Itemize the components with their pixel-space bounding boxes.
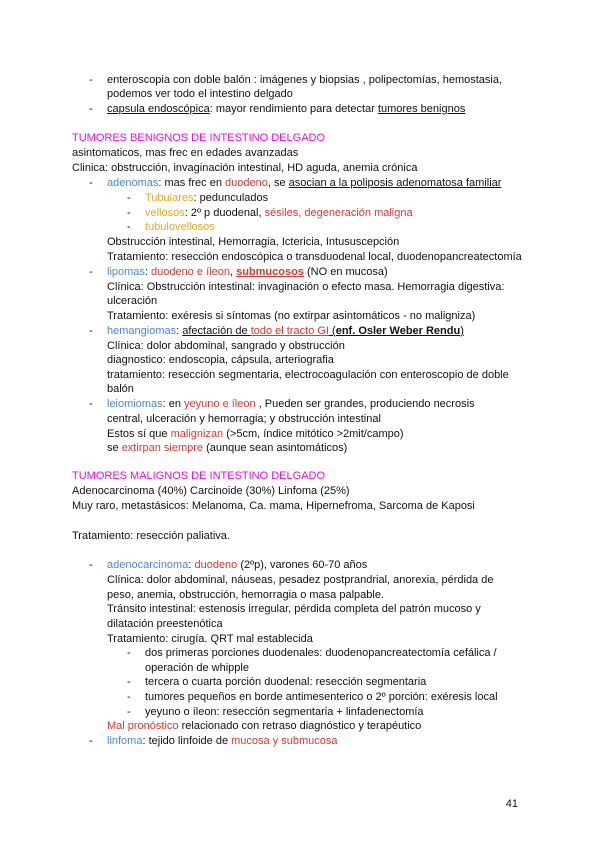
highlight-red: sésiles, degeneración maligna xyxy=(264,207,413,219)
bullet-dash: - xyxy=(127,192,131,204)
highlight-red: malignizan xyxy=(170,428,224,440)
text-line: Tratamiento: resección endoscópica o transduodenal local, duodenopancreatectomía xyxy=(107,251,522,263)
text-fragment: (NO en mucosa) xyxy=(303,266,388,278)
term-adenomas: adenomas xyxy=(107,177,159,189)
text-line: tratamiento: resección segmentaria, electrocoagulación con enteroscopio de doble xyxy=(107,369,509,381)
term-tubulares: Tubulares xyxy=(145,192,194,204)
text-fragment: relacionado con retraso diagnóstico y terapéutico xyxy=(178,720,422,732)
text-line: operación de whipple xyxy=(145,662,249,674)
highlight-red-bold: submucosos xyxy=(236,266,304,278)
text-fragment: (2ºp), varones 60-70 años xyxy=(237,559,368,571)
text-line xyxy=(107,558,367,572)
highlight-red: extirpan siempre xyxy=(121,442,204,454)
bullet-dash: - xyxy=(89,735,93,747)
text-fragment: : xyxy=(144,266,152,278)
highlight-red: duodeno xyxy=(225,177,268,189)
text-line: central, ulceración y hemorragia; y obstrucción intestinal xyxy=(107,413,381,425)
bullet-dash: - xyxy=(89,177,93,189)
text-line: dilatación preestenótica xyxy=(107,618,223,630)
text-line: peso, anemia, obstrucción, hemorragia o masa palpable. xyxy=(107,589,384,601)
highlight-red: Mal pronóstico xyxy=(107,720,179,732)
text-line: dos primeras porciones duodenales: duodenopancreatectomía cefálica / xyxy=(145,647,497,659)
text-fragment: , Pueden ser grandes, produciendo necrosis xyxy=(255,398,475,410)
bullet-dash: - xyxy=(89,325,93,337)
term-vellosos: vellosos xyxy=(145,207,185,219)
bullet-dash: - xyxy=(89,398,93,410)
text-fragment: : pedunculados xyxy=(193,192,269,204)
text-line: Tránsito intestinal: estenosis irregular, pérdida completa del patrón mucoso y xyxy=(107,603,481,615)
highlight-red: mucosa y submucosa xyxy=(231,735,338,747)
section-title-malign: TUMORES MALIGNOS DE INTESTINO DELGADO xyxy=(72,470,326,482)
text-line xyxy=(107,441,347,455)
text-fragment: (aunque sean asintomáticos) xyxy=(203,442,348,454)
term-leiomiomas: leiomiomas xyxy=(107,398,163,410)
text-line: yeyuno o íleon: resección segmentaria + linfadenectomía xyxy=(145,706,424,718)
text-fragment: : tejido linfoide de xyxy=(142,735,232,747)
text-fragment: , xyxy=(229,266,237,278)
bullet-dash: - xyxy=(89,103,93,115)
underlined-term: ) xyxy=(460,325,464,337)
text-line: diagnostico: endoscopia, cápsula, arteriografia xyxy=(107,354,334,366)
text-line xyxy=(145,191,268,205)
text-line: tercera o cuarta porción duodenal: resección segmentaria xyxy=(145,676,427,688)
text-line: podemos ver todo el intestino delgado xyxy=(107,88,293,100)
text-fragment: : xyxy=(176,325,183,337)
text-line xyxy=(107,176,501,190)
text-line xyxy=(107,719,421,733)
bullet-dash: - xyxy=(127,676,131,688)
bullet-dash: - xyxy=(127,221,131,233)
highlight-red: todo el tracto GI xyxy=(250,325,329,337)
text-fragment: : xyxy=(188,559,195,571)
underlined-term: capsula endoscópica xyxy=(107,103,210,115)
text-line: Tratamiento: exéresis si síntomas (no extirpar asintomáticos - no maligniza) xyxy=(107,310,476,322)
text-fragment: : 2º p duodenal, xyxy=(184,207,265,219)
bullet-dash: - xyxy=(127,207,131,219)
bullet-dash: - xyxy=(89,559,93,571)
text-fragment: : mayor rendimiento para detectar xyxy=(209,103,378,115)
text-fragment: : en xyxy=(162,398,185,410)
text-line xyxy=(107,265,388,279)
text-fragment: , se xyxy=(267,177,289,189)
text-line: Clínica: dolor abdominal, sangrado y obstrucción xyxy=(107,340,345,352)
highlight-red: duodeno e íleon xyxy=(151,266,230,278)
highlight-red: yeyuno e íleon xyxy=(184,398,256,410)
text-fragment: (>5cm, índice mitótico >2mit/campo) xyxy=(223,428,404,440)
text-line xyxy=(107,102,465,116)
text-line: Adenocarcinoma (40%) Carcinoide (30%) Linfoma (25%) xyxy=(72,485,350,497)
text-line: enteroscopia con doble balón : imágenes y biopsias , polipectomías, hemostasia, xyxy=(107,74,503,86)
text-line: Clinica: obstrucción, invaginación intestinal, HD aguda, anemia crónica xyxy=(72,162,418,174)
page-number: 41 xyxy=(505,798,518,810)
text-line: Tratamiento: resección paliativa. xyxy=(72,530,230,542)
bold-term: enf. Osler Weber Rendu xyxy=(335,325,461,337)
text-line xyxy=(107,397,475,411)
text-fragment: : mas frec en xyxy=(158,177,226,189)
section-title-benign: TUMORES BENIGNOS DE INTESTINO DELGADO xyxy=(72,132,326,144)
text-line: Clínica: dolor abdominal, náuseas, pesadez postprandrial, anorexia, pérdida de xyxy=(107,574,494,586)
text-line: Muy raro, metastásicos: Melanoma, Ca. mama, Hipernefroma, Sarcoma de Kaposi xyxy=(72,500,475,512)
underlined-term: tumores benignos xyxy=(377,103,466,115)
bullet-dash: - xyxy=(89,266,93,278)
text-line: Obstrucción intestinal, Hemorragia, Ictericia, Intususcepción xyxy=(107,236,400,248)
text-line: Tratamiento: cirugía. QRT mal establecida xyxy=(107,633,313,645)
term-lipomas: lipomas xyxy=(107,266,145,278)
underlined-term: afectación de xyxy=(182,325,251,337)
bullet-dash: - xyxy=(127,706,131,718)
text-line: balón xyxy=(107,383,134,395)
text-line: tumores pequeños en borde antimesenterico o 2º porción: exéresis local xyxy=(145,691,498,703)
bullet-dash: - xyxy=(127,647,131,659)
text-line: asintomaticos, mas frec en edades avanzadas xyxy=(72,147,299,159)
underlined-term: ( xyxy=(328,325,336,337)
text-fragment: se xyxy=(107,442,122,454)
term-adenocarcinoma: adenocarcinoma xyxy=(107,559,189,571)
bullet-dash: - xyxy=(89,74,93,86)
text-line xyxy=(107,324,464,338)
underlined-term: asocian a la poliposis adenomatosa familiar xyxy=(288,177,502,189)
text-fragment: Estos sí que xyxy=(107,428,171,440)
term-linfoma: linfoma xyxy=(107,735,143,747)
text-line xyxy=(107,734,338,748)
highlight-red: duodeno xyxy=(194,559,238,571)
text-line: Clínica: Obstrucción intestinal: invaginación o efecto masa. Hemorragia digestiva: xyxy=(107,281,505,293)
text-line: ulceración xyxy=(107,295,158,307)
term-hemangiomas: hemangiomas xyxy=(107,325,177,337)
term-tubulovellosos: tubulovellosos xyxy=(145,221,215,233)
bullet-dash: - xyxy=(127,691,131,703)
text-line xyxy=(107,427,404,441)
text-line xyxy=(145,206,413,220)
